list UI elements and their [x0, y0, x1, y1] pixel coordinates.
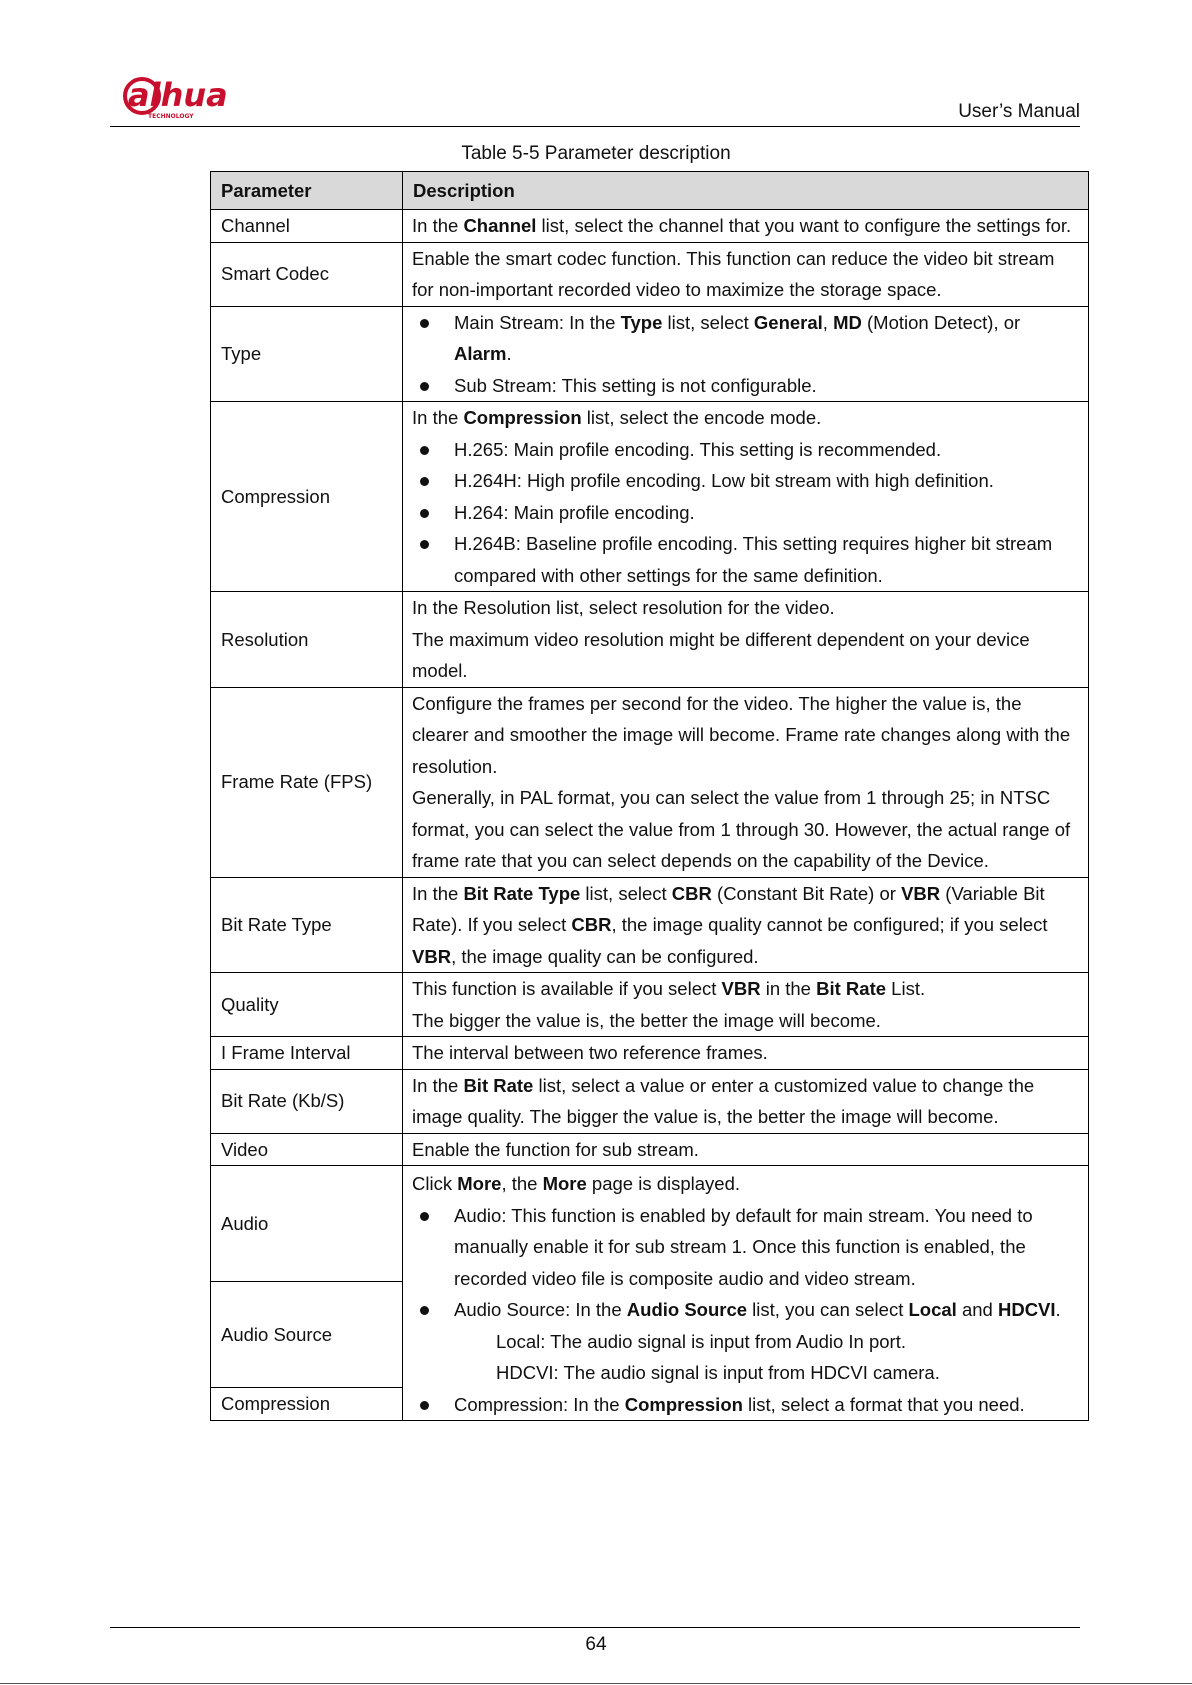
description-text: The interval between two reference frames. — [412, 1042, 768, 1063]
parameter-name: Smart Codec — [211, 242, 403, 306]
table-row — [211, 973, 1089, 1037]
parameter-description — [403, 242, 1089, 306]
parameter-description — [403, 973, 1089, 1037]
table-row — [211, 1037, 1089, 1070]
table-row — [211, 210, 1089, 243]
bullet-item: H.264B: Baseline profile encoding. This setting requires higher bit stream compared with other settings for the same definition. — [412, 528, 1079, 591]
parameter-name: Bit Rate Type — [211, 877, 403, 973]
bullet-list — [412, 1389, 1079, 1421]
parameter-description — [403, 1166, 1089, 1421]
manual-title: User’s Manual — [958, 101, 1080, 122]
parameter-name: Resolution — [211, 592, 403, 688]
parameter-description — [403, 1037, 1089, 1070]
parameter-name: Audio Source — [211, 1282, 403, 1388]
bullet-item: H.265: Main profile encoding. This setting is recommended. — [412, 434, 1079, 466]
table-row — [211, 877, 1089, 973]
description-paragraph: In the Resolution list, select resolution for the video. — [412, 597, 835, 618]
parameter-description — [403, 1069, 1089, 1133]
footer-rule — [110, 1627, 1080, 1628]
bullet-item: Compression: In the Compression list, select a format that you need. — [412, 1389, 1079, 1421]
parameter-name: Frame Rate (FPS) — [211, 687, 403, 877]
parameter-name: Compression — [211, 1388, 403, 1421]
parameter-name: Type — [211, 306, 403, 402]
description-paragraph: Configure the frames per second for the video. The higher the value is, the clearer and smoother the image will become. Frame rate changes along with the resolution. — [412, 692, 1071, 777]
parameter-name: Compression — [211, 402, 403, 592]
bullet-list — [412, 1200, 1079, 1326]
table-row — [211, 242, 1089, 306]
bullet-item: Sub Stream: This setting is not configurable. — [412, 370, 1079, 402]
description-intro: In the Compression list, select the encode mode. — [412, 407, 822, 428]
table-row — [211, 306, 1089, 402]
parameter-name: Video — [211, 1133, 403, 1166]
parameter-description — [403, 1133, 1089, 1166]
column-header-parameter: Parameter — [211, 172, 403, 210]
bottom-edge-rule — [0, 1683, 1192, 1684]
parameter-name: Quality — [211, 973, 403, 1037]
parameter-description — [403, 592, 1089, 688]
description-text: Enable the smart codec function. This function can reduce the video bit stream for non-important recorded video to maximize the storage space. — [412, 247, 1055, 300]
bullet-item: Audio: This function is enabled by default for main stream. You need to manually enable it for sub stream 1. Once this function is enabled, the recorded video file is composite audio and video stream. — [412, 1200, 1079, 1295]
table-row — [211, 687, 1089, 877]
description-text: In the Bit Rate list, select a value or enter a customized value to change the image quality. The bigger the value is, the better the image will become. — [412, 1074, 1035, 1127]
parameter-name: Bit Rate (Kb/S) — [211, 1069, 403, 1133]
table-header-row — [211, 172, 1089, 210]
brand-logo — [120, 74, 270, 120]
parameter-name: Channel — [211, 210, 403, 243]
svg-text:TECHNOLOGY: TECHNOLOGY — [148, 113, 194, 120]
description-intro: Click More, the More page is displayed. — [412, 1173, 741, 1194]
description-paragraph: The bigger the value is, the better the image will become. — [412, 1009, 881, 1031]
table-row — [211, 592, 1089, 688]
description-paragraph: The maximum video resolution might be different dependent on your device model. — [412, 628, 1030, 681]
table-row — [211, 402, 1089, 592]
parameter-name: I Frame Interval — [211, 1037, 403, 1070]
table-row — [211, 1133, 1089, 1166]
description-paragraph: This function is available if you select VBR in the Bit Rate List. — [412, 978, 926, 999]
bullet-item: H.264: Main profile encoding. — [412, 497, 1079, 529]
parameter-name: Audio — [211, 1166, 403, 1282]
table-row — [211, 1166, 1089, 1282]
parameter-description — [403, 687, 1089, 877]
parameter-description — [403, 210, 1089, 243]
bullet-list — [412, 307, 1079, 402]
parameter-description — [403, 402, 1089, 592]
table-caption: Table 5-5 Parameter description — [461, 143, 731, 164]
bullet-list — [412, 434, 1079, 592]
table-row — [211, 1069, 1089, 1133]
sub-item: HDCVI: The audio signal is input from HDCVI camera. — [496, 1362, 940, 1383]
bullet-item: H.264H: High profile encoding. Low bit stream with high definition. — [412, 465, 1079, 497]
table-body — [211, 210, 1089, 1421]
parameter-description — [403, 877, 1089, 973]
description-text: In the Channel list, select the channel that you want to configure the settings for. — [412, 215, 1072, 236]
svg-text:alhua: alhua — [128, 76, 228, 114]
bullet-item: Audio Source: In the Audio Source list, you can select Local and HDCVI. — [412, 1294, 1079, 1326]
description-text: Enable the function for sub stream. — [412, 1138, 699, 1160]
description-paragraph: Generally, in PAL format, you can select the value from 1 through 25; in NTSC format, you can select the value from 1 through 30. However, the actual range of frame rate that you can select depends on the capability of the Device. — [412, 787, 1071, 871]
page-number: 64 — [585, 1634, 607, 1655]
page-header — [110, 70, 1080, 127]
parameter-table — [210, 171, 1089, 1421]
column-header-description: Description — [403, 172, 1089, 210]
bullet-item: Main Stream: In the Type list, select General, MD (Motion Detect), or Alarm. — [412, 307, 1079, 370]
description-text: In the Bit Rate Type list, select CBR (Constant Bit Rate) or VBR (Variable Bit Rate). If you select CBR, the image quality cannot be configured; if you select VBR, the image quality can be configured. — [412, 882, 1048, 967]
sub-item: Local: The audio signal is input from Audio In port. — [496, 1330, 906, 1352]
parameter-description — [403, 306, 1089, 402]
